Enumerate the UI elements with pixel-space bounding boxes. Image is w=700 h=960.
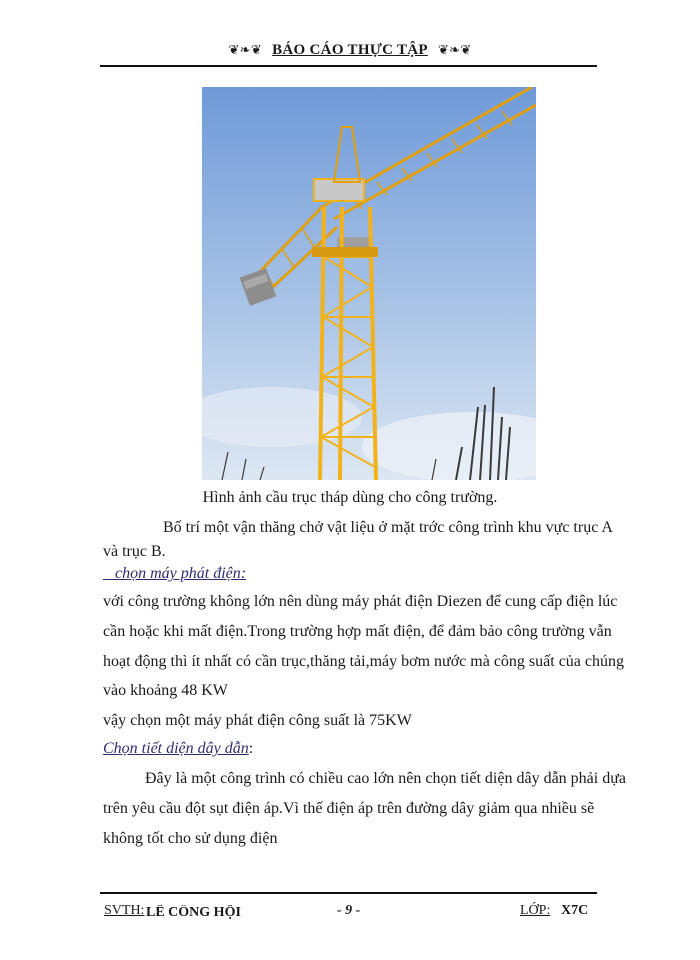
tower-crane-photo	[202, 87, 536, 480]
section-heading-generator	[103, 565, 246, 583]
report-header-title	[100, 42, 600, 59]
paragraph-line: với công trường không lớn nên dùng máy phát điện Diezen để cung cấp điện lúc	[103, 593, 618, 610]
footer-page-number: - 9 -	[337, 903, 361, 918]
header-ornament-right: ❦❧❦	[437, 42, 472, 57]
footer-class-label: LỚP:	[520, 903, 551, 918]
paragraph-line: và trục B.	[103, 543, 166, 560]
header-divider	[100, 65, 597, 67]
footer-student-label: SVTH:	[104, 903, 145, 918]
section-heading-cable-colon: :	[248, 740, 254, 757]
section-heading-generator-text: chọn máy phát điện:	[115, 565, 247, 582]
figure-caption: Hình ảnh cầu trục tháp dùng cho công trường.	[202, 489, 498, 506]
section-heading-cable	[103, 740, 253, 758]
paragraph-line: Bố trí một vận thăng chở vật liệu ở mặt trớc công trình khu vực trục A	[163, 519, 613, 536]
tower-crane-illustration	[202, 87, 536, 480]
paragraph-line: không tốt cho sử dụng điện	[103, 830, 278, 847]
section-heading-cable-text: Chọn tiết diện dây dẫn	[103, 740, 249, 757]
paragraph-line: cần hoặc khi mất điện.Trong trường hợp mất điện, để đảm bảo công trường vẫn	[103, 623, 612, 640]
paragraph-line: vào khoảng 48 KW	[103, 682, 228, 699]
header-title-text: BÁO CÁO THỰC TẬP	[272, 42, 428, 58]
footer-student-name: LÊ CÔNG HỘI	[146, 905, 241, 919]
paragraph-line: vậy chọn một máy phát điện công suất là 75KW	[103, 712, 412, 729]
footer-divider	[100, 892, 597, 894]
paragraph-line: trên yêu cầu đột sụt điện áp.Vì thế điện áp trên đường dây giảm qua nhiều sẽ	[103, 800, 595, 817]
paragraph-line: Đây là một công trình có chiều cao lớn nên chọn tiết diện dây dẫn phải dựa	[145, 770, 626, 787]
header-ornament-left: ❦❧❦	[228, 42, 263, 57]
paragraph-line: hoạt động thì ít nhất có cần trục,thăng tải,máy bơm nước mà công suất của chúng	[103, 653, 625, 670]
footer-class-value: X7C	[561, 903, 589, 918]
